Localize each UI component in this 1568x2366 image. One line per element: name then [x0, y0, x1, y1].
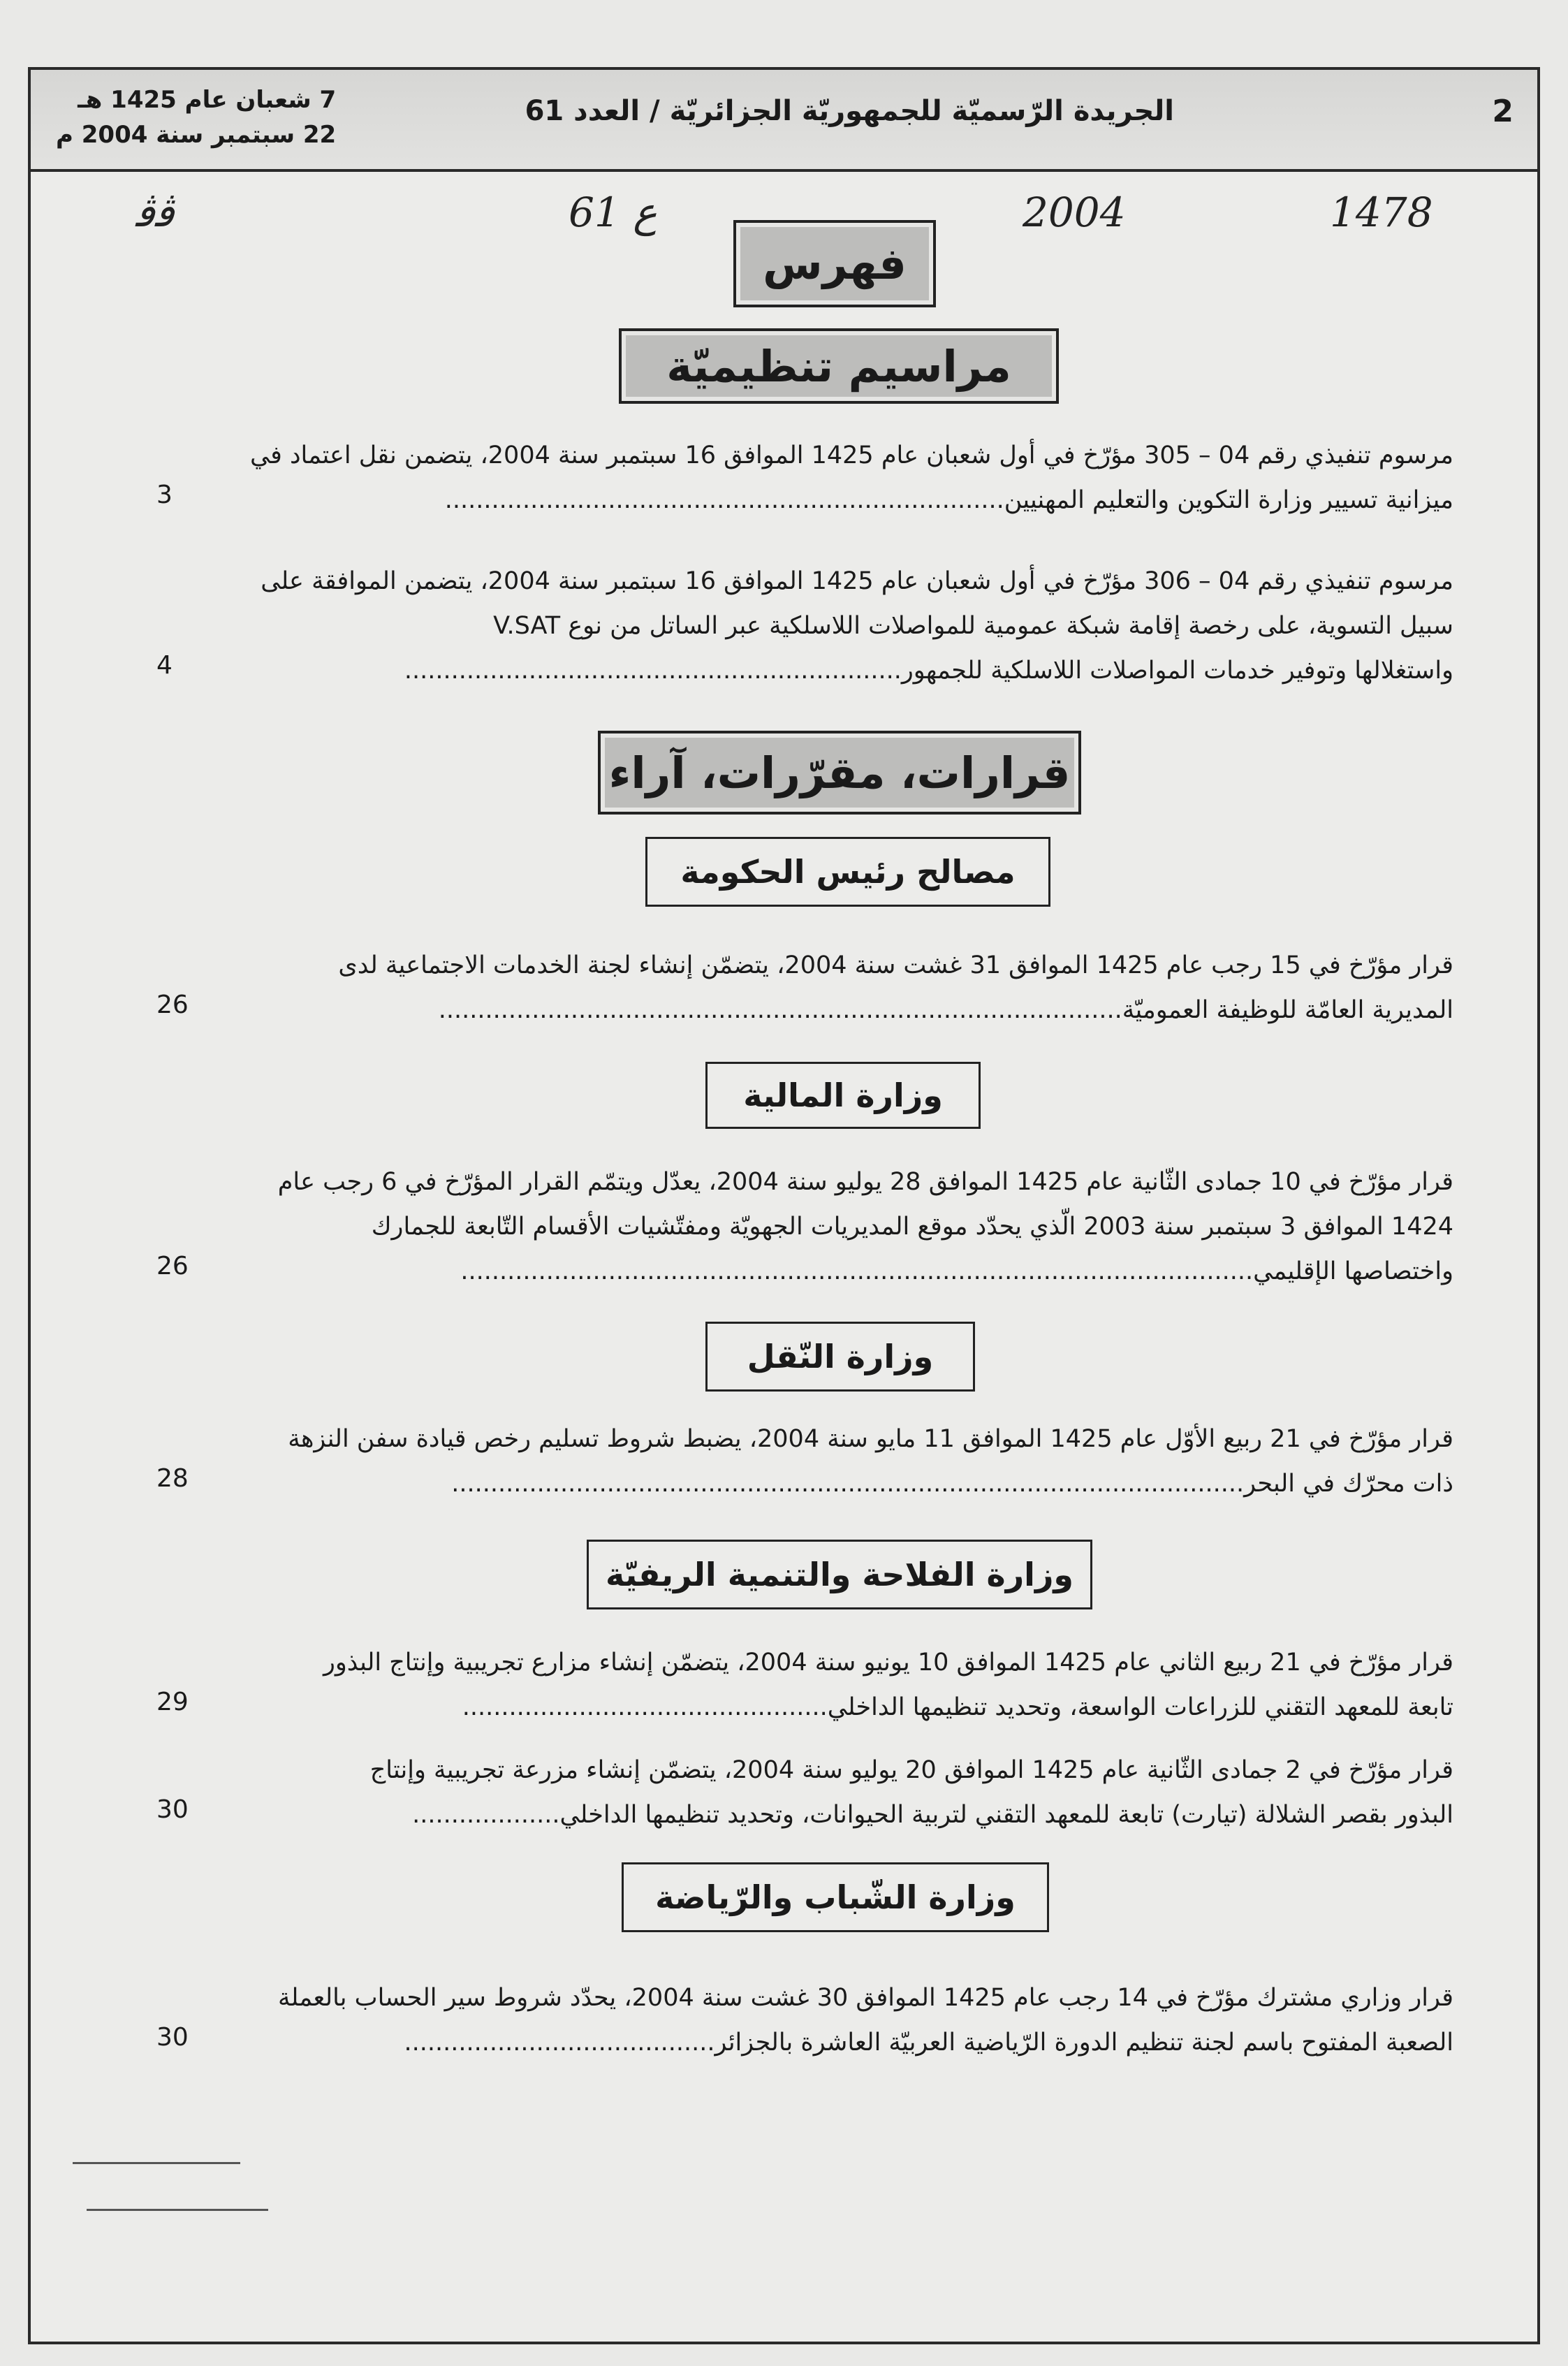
toc-entry: قرار وزاري مشترك مؤرّخ في 14 رجب عام 1425 الموافق 30 غشت سنة 2004، يحدّد شروط سير الحساب بالعملة الصعبة المفتوح باسم لجنة تنظيم الدورة الرّياضية العربيّة العاشرة بالجزائر........................................ [277, 1984, 1453, 2057]
gregorian-date: 22 سبتمبر سنة 2004 م [56, 121, 337, 149]
section-title-decisions: قرارات، مقرّرات، آراء [598, 731, 1081, 815]
ministry-title-transport: وزارة النّقل [705, 1322, 975, 1392]
newspaper-page [28, 67, 1540, 2344]
hijri-date: 7 شعبان عام 1425 هـ [78, 86, 337, 114]
toc-entry: قرار مؤرّخ في 21 ربيع الثاني عام 1425 الموافق 10 يونيو سنة 2004، يتضمّن إنشاء مزارع تجريبية وإنتاج البذور تابعة للمعهد التقني للزراعات الواسعة، وتحديد تنظيمها الداخلي............................................... [323, 1649, 1453, 1721]
publication-title: الجريدة الرّسميّة للجمهوريّة الجزائريّة / العدد 61 [525, 95, 1174, 127]
toc-entry: مرسوم تنفيذي رقم 04 – 305 مؤرّخ في أول شعبان عام 1425 الموافق 16 سبتمبر سنة 2004، يتضمن نقل اعتماد في ميزانية تسيير وزارة التكوين والتعليم المهنيين........................................................................ [249, 441, 1453, 514]
page-number: 2 [1492, 94, 1514, 129]
handwritten-number: 1478 [1330, 189, 1433, 236]
section-title-decrees: مراسيم تنظيميّة [619, 328, 1059, 404]
ministry-title-finance: وزارة المالية [705, 1062, 981, 1129]
entry-page-number: 28 [156, 1464, 189, 1493]
entry-page-number: 26 [156, 1252, 189, 1280]
handwritten-stroke [73, 2162, 240, 2164]
page-header [31, 70, 1537, 172]
issue-date [56, 82, 336, 152]
ministry-title-government: مصالح رئيس الحكومة [645, 837, 1050, 907]
handwritten-issue: ع 61 [569, 189, 657, 236]
handwritten-mark: ﭬﭬ [135, 189, 175, 236]
toc-entry: قرار مؤرّخ في 10 جمادى الثّانية عام 1425 الموافق 28 يوليو سنة 2004، يعدّل ويتمّم القرار المؤرّخ في 6 رجب عام 1424 الموافق 3 سبتمبر سنة 2003 الّذي يحدّد موقع المديريات الجهويّة ومفتّشيات الأقسام التّابعة للجمارك واختصاصها الإقليمي...................................................................................................... [277, 1168, 1453, 1285]
handwritten-year: 2004 [1023, 189, 1126, 236]
ministry-title-youth-sports: وزارة الشّباب والرّياضة [622, 1862, 1049, 1932]
entry-page-number: 30 [156, 2023, 189, 2052]
toc-entry: قرار مؤرّخ في 2 جمادى الثّانية عام 1425 الموافق 20 يوليو سنة 2004، يتضمّن إنشاء مزرعة تجريبية وإنتاج البذور بقصر الشلالة (تيارت) تابعة للمعهد التقني لتربية الحيوانات، وتحديد تنظيمها الداخلي................... [369, 1756, 1453, 1829]
handwritten-stroke [87, 2209, 268, 2211]
entry-page-number: 4 [156, 651, 173, 680]
toc-entry: قرار مؤرّخ في 21 ربيع الأوّل عام 1425 الموافق 11 مايو سنة 2004، يضبط شروط تسليم رخص قيادة سفن النزهة ذات محرّك في البحر...................................................................................................... [288, 1425, 1453, 1498]
entry-page-number: 3 [156, 481, 173, 509]
entry-page-number: 26 [156, 991, 189, 1019]
toc-entry: قرار مؤرّخ في 15 رجب عام 1425 الموافق 31 غشت سنة 2004، يتضمّن إنشاء لجنة الخدمات الاجتماعية لدى المديرية العامّة للوظيفة العموميّة........................................................................................ [338, 951, 1453, 1024]
toc-entry: مرسوم تنفيذي رقم 04 – 306 مؤرّخ في أول شعبان عام 1425 الموافق 16 سبتمبر سنة 2004، يتضمن الموافقة على سبيل التسوية، على رخصة إقامة شبكة عمومية للمواصلات اللاسلكية عبر الساتل من نوع V.SAT واستغلالها وتوفير خدمات المواصلات اللاسلكية للجمهور................................................................ [261, 567, 1453, 685]
toc-title: فهرس [733, 220, 936, 307]
entry-page-number: 30 [156, 1795, 189, 1824]
ministry-title-agriculture: وزارة الفلاحة والتنمية الريفيّة [587, 1540, 1092, 1609]
entry-page-number: 29 [156, 1688, 189, 1716]
